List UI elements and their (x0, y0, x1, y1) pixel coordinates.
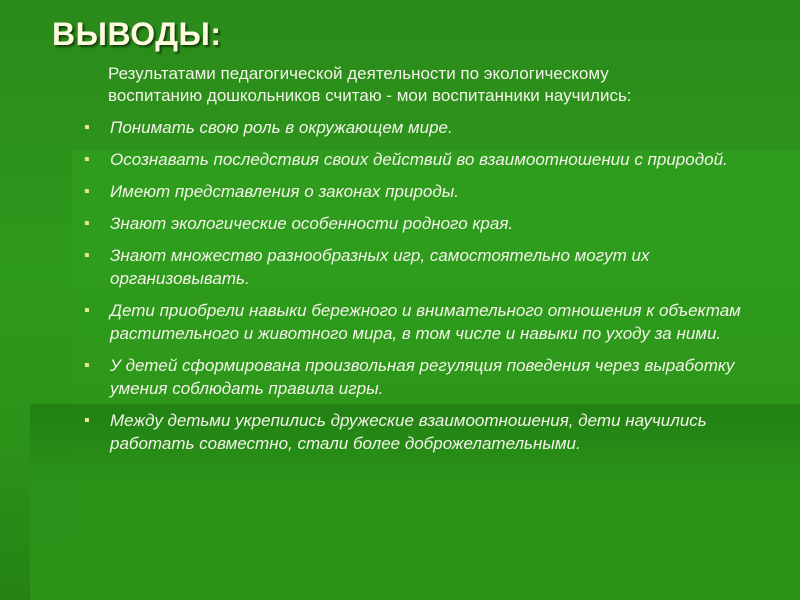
list-item (80, 212, 780, 235)
intro-paragraph (100, 63, 780, 107)
bullet-icon: ▪ (84, 183, 90, 200)
conclusions-list (80, 116, 780, 464)
list-item-text: Имеют представления о законах природы. (110, 182, 459, 201)
list-item-text: Между детьми укрепились дружеские взаимоотношения, дети научились работать совместно, стали более доброжелательными. (110, 411, 707, 453)
list-item-text: Дети приобрели навыки бережного и внимательного отношения к объектам растительного и животного мира, в том числе и навыки по уходу за ними. (110, 301, 741, 343)
list-item-text: Понимать свою роль в окружающем мире. (110, 118, 453, 137)
list-item (80, 354, 780, 400)
bullet-icon: ▪ (84, 151, 90, 168)
bullet-icon: ▪ (84, 215, 90, 232)
bullet-icon: ▪ (84, 119, 90, 136)
intro-line-2: воспитанию дошкольников считаю - мои воспитанники научились: (108, 86, 632, 105)
list-item-text: Знают экологические особенности родного края. (110, 214, 514, 233)
slide-title: ВЫВОДЫ: (52, 16, 222, 52)
bullet-icon: ▪ (84, 302, 90, 319)
list-item-text: У детей сформирована произвольная регуляция поведения через выработку умения соблюдать правила игры. (110, 356, 735, 398)
bullet-icon: ▪ (84, 357, 90, 374)
list-item (80, 244, 780, 290)
bullet-icon: ▪ (84, 412, 90, 429)
list-item (80, 148, 780, 171)
list-item (80, 299, 780, 345)
list-item-text: Осознавать последствия своих действий во взаимоотношении с природой. (110, 150, 728, 169)
list-item-text: Знают множество разнообразных игр, самостоятельно могут их организовывать. (110, 246, 650, 288)
bullet-icon: ▪ (84, 247, 90, 264)
list-item (80, 180, 780, 203)
intro-line-1: Результатами педагогической деятельности по экологическому (108, 64, 609, 83)
list-item (80, 409, 780, 455)
list-item (80, 116, 780, 139)
